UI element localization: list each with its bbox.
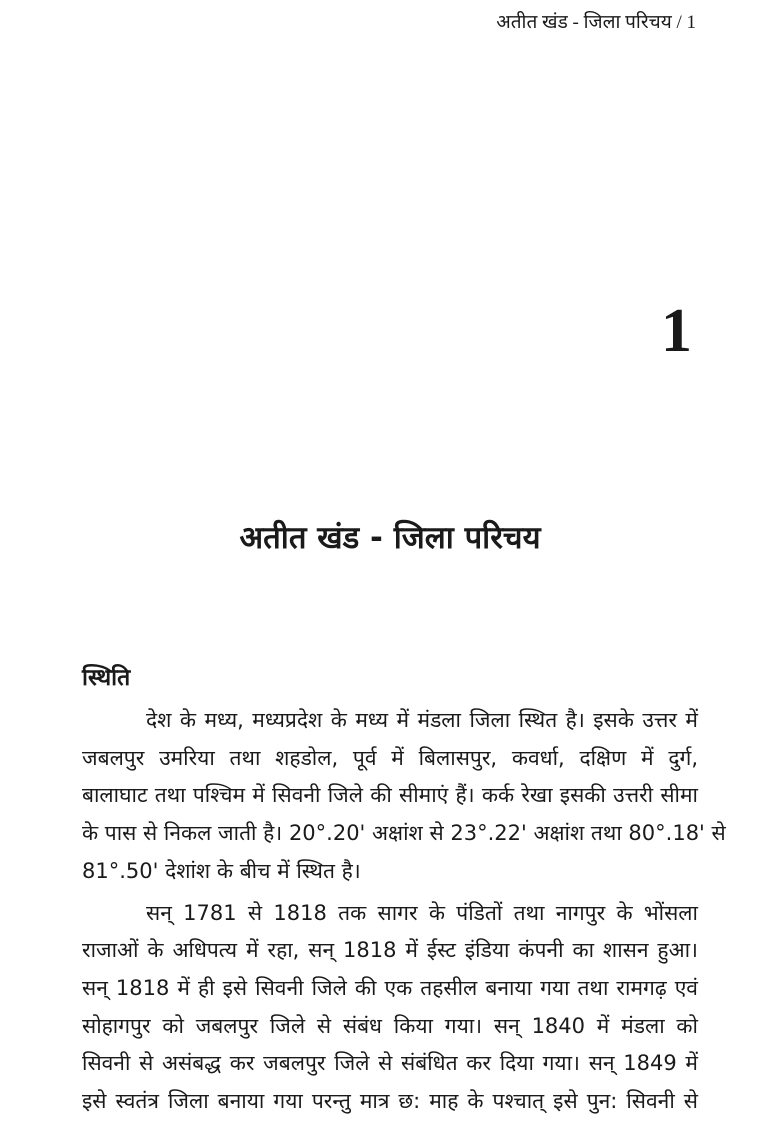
paragraph [82, 895, 698, 1121]
text-line: इसे स्वतंत्र जिला बनाया गया परन्तु मात्र छ: माह के पश्चात् इसे पुन: सिवनी से [82, 1089, 698, 1114]
text-line: राजाओं के अधिपत्य में रहा, सन् 1818 में ईस्ट इंडिया कंपनी का शासन हुआ। [82, 938, 698, 963]
section-heading: स्थिति [82, 665, 131, 691]
text-line: जबलपुर उमरिया तथा शहडोल, पूर्व में बिलासपुर, कवर्धा, दक्षिण में दुर्ग, [82, 745, 698, 770]
text-line: के पास से निकल जाती है। 20°.20' अक्षांश से 23°.22' अक्षांश तथा 80°.18' से [82, 821, 726, 846]
chapter-number: 1 [661, 297, 692, 365]
text-line: सन् 1818 में ही इसे सिवनी जिले की एक तहसील बनाया गया तथा रामगढ़ एवं [82, 975, 698, 1000]
chapter-title: अतीत खंड - जिला परिचय [239, 520, 541, 556]
body-text [82, 702, 726, 1121]
paragraph [82, 702, 726, 891]
text-line: सोहागपुर को जबलपुर जिले से संबंध किया गया। सन् 1840 में मंडला को [82, 1013, 698, 1038]
text-line: बालाघाट तथा पश्चिम में सिवनी जिले की सीमाएं हैं। कर्क रेखा इसकी उत्तरी सीमा [82, 783, 698, 808]
running-header: अतीत खंड - जिला परिचय / 1 [496, 12, 696, 33]
text-line: सिवनी से असंबद्ध कर जबलपुर जिले से संबंधित कर दिया गया। सन् 1849 में [82, 1051, 698, 1076]
text-line: सन् 1781 से 1818 तक सागर के पंडितों तथा नागपुर के भोंसला [146, 900, 698, 925]
text-line: 81°.50' देशांश के बीच में स्थित है। [82, 858, 361, 883]
text-line: देश के मध्य, मध्यप्रदेश के मध्य में मंडला जिला स्थित है। इसके उत्तर में [146, 708, 698, 732]
